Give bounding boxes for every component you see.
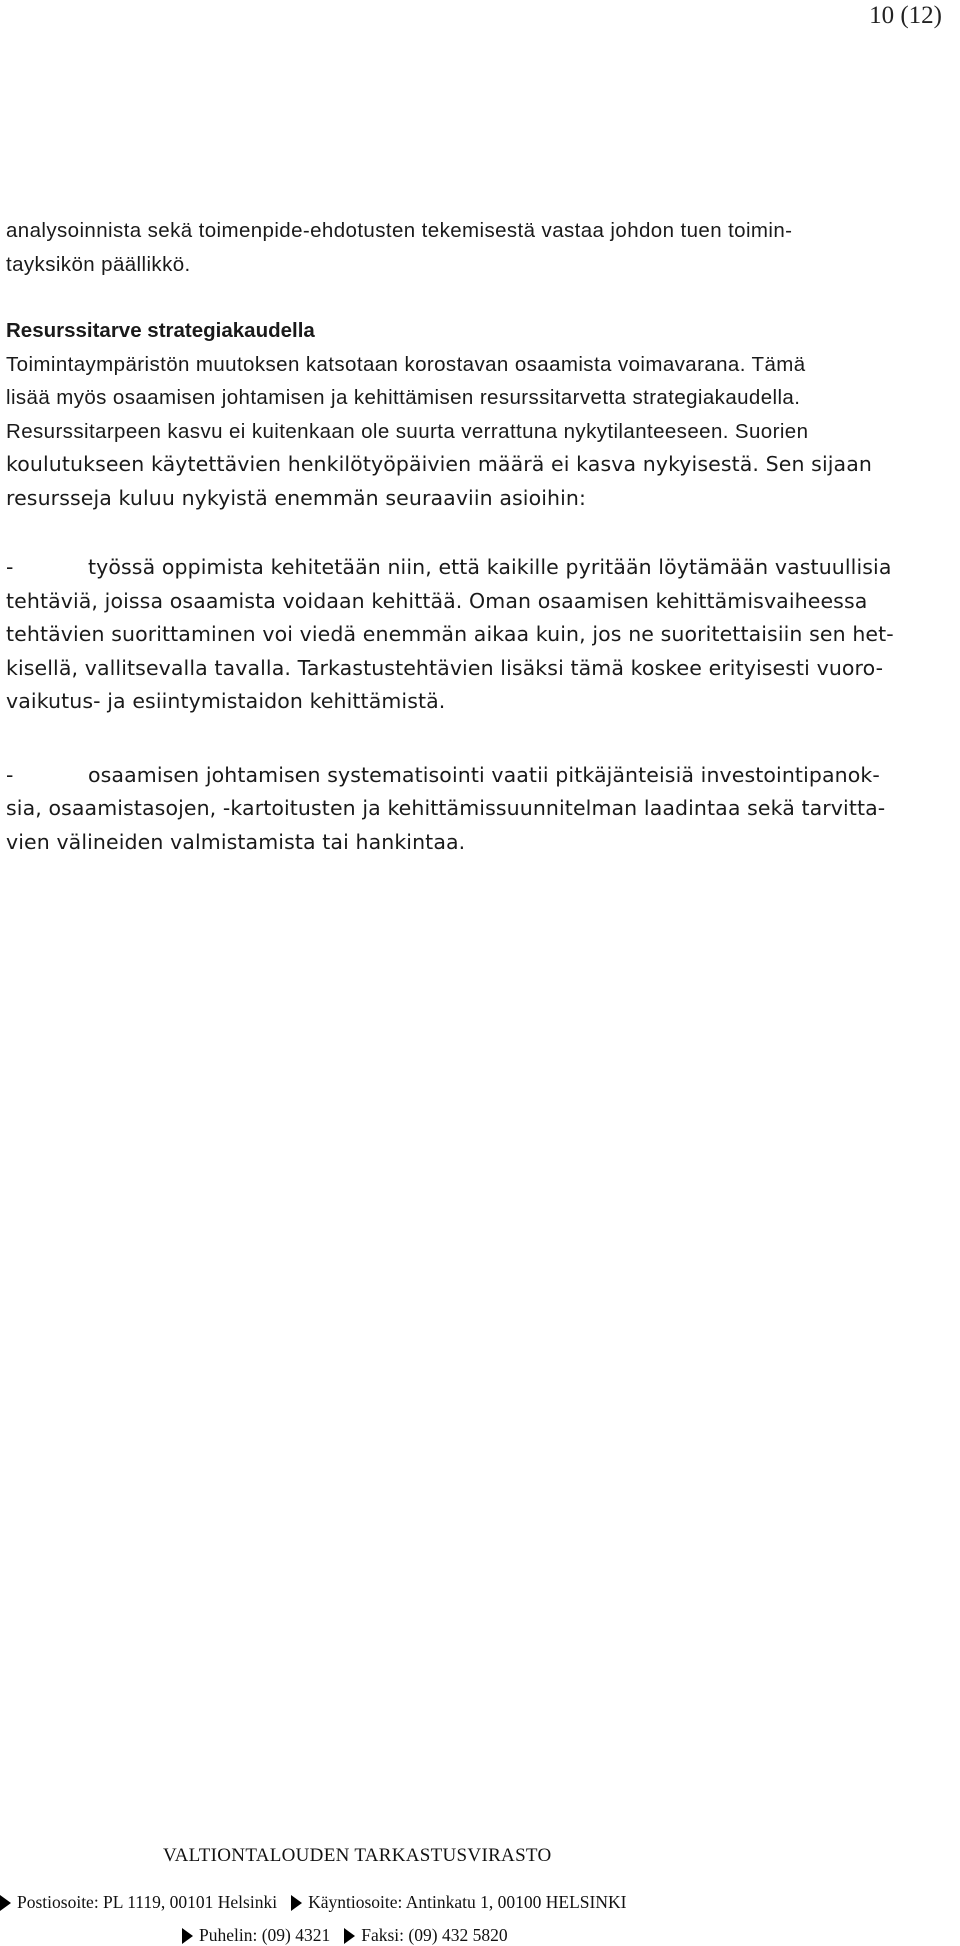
bullet-text: osaamisen johtamisen systematisointi vaatii pitkäjänteisiä investointipanok- <box>88 762 880 787</box>
footer-postal-address-text: Postiosoite: PL 1119, 00101 Helsinki <box>17 1892 278 1912</box>
section-line: Toimintaympäristön muutoksen katsotaan korostavan osaamista voimavarana. Tämä <box>6 352 806 376</box>
bullet-continuation: kisellä, vallitsevalla tavalla. Tarkastustehtävien lisäksi tämä koskee erityisesti vuoro- <box>6 655 884 680</box>
section-line: koulutukseen käytettävien henkilötyöpäivien määrä ei kasva nykyisestä. Sen sijaan <box>6 452 872 476</box>
intro-line-2: tayksikön päällikkö. <box>6 252 191 276</box>
section-line: Resurssitarpeen kasvu ei kuitenkaan ole suurta verrattuna nykytilanteeseen. Suorien <box>6 419 809 443</box>
bullet-item-2 <box>6 759 946 793</box>
bullet-dash: - <box>6 762 14 787</box>
bullet-text: työssä oppimista kehitetään niin, että kaikille pyritään löytämään vastuullisia <box>88 555 892 579</box>
footer-visiting-address <box>291 1892 626 1913</box>
bullet-continuation: vien välineiden valmistamista tai hankintaa. <box>6 829 466 854</box>
footer-contact-row <box>182 1925 522 1946</box>
spacer <box>6 515 946 551</box>
footer-visiting-address-text: Käyntiosoite: Antinkatu 1, 00100 HELSINKI <box>308 1892 627 1912</box>
spacer <box>6 281 946 314</box>
section-line: lisää myös osaamisen johtamisen ja kehittämisen resurssitarvetta strategiakaudella. <box>6 386 801 409</box>
arrow-right-icon <box>0 1895 11 1911</box>
intro-line-1: analysoinnista sekä toimenpide-ehdotusten tekemisestä vastaa johdon tuen toimin- <box>6 219 793 242</box>
footer-phone <box>182 1925 330 1946</box>
footer-fax <box>344 1925 507 1946</box>
footer-organization: VALTIONTALOUDEN TARKASTUSVIRASTO <box>163 1845 552 1866</box>
bullet-dash: - <box>6 555 14 579</box>
bullet-continuation: sia, osaamistasojen, -kartoitusten ja kehittämissuunnitelman laadintaa sekä tarvitta- <box>6 796 886 820</box>
page-number: 10 (12) <box>869 2 942 29</box>
bullet-continuation: tehtävien suorittaminen voi viedä enemmän aikaa kuin, jos ne suoritettaisiin sen het- <box>6 622 894 646</box>
arrow-right-icon <box>344 1928 355 1944</box>
footer-fax-text: Faksi: (09) 432 5820 <box>361 1925 508 1945</box>
bullet-continuation: tehtäviä, joissa osaamista voidaan kehittää. Oman osaamisen kehittämisvaiheessa <box>6 588 868 613</box>
footer-address-row <box>0 1892 640 1913</box>
spacer <box>6 719 946 759</box>
bullet-item-1 <box>6 551 946 585</box>
arrow-right-icon <box>182 1928 193 1944</box>
section-line: resursseja kuluu nykyistä enemmän seuraaviin asioihin: <box>6 485 587 510</box>
section-heading: Resurssitarve strategiakaudella <box>6 319 315 342</box>
bullet-continuation: vaikutus- ja esiintymistaidon kehittämistä. <box>6 689 446 713</box>
document-body <box>6 214 946 859</box>
footer-postal-address <box>0 1892 277 1913</box>
arrow-right-icon <box>291 1895 302 1911</box>
footer-phone-text: Puhelin: (09) 4321 <box>199 1925 331 1945</box>
